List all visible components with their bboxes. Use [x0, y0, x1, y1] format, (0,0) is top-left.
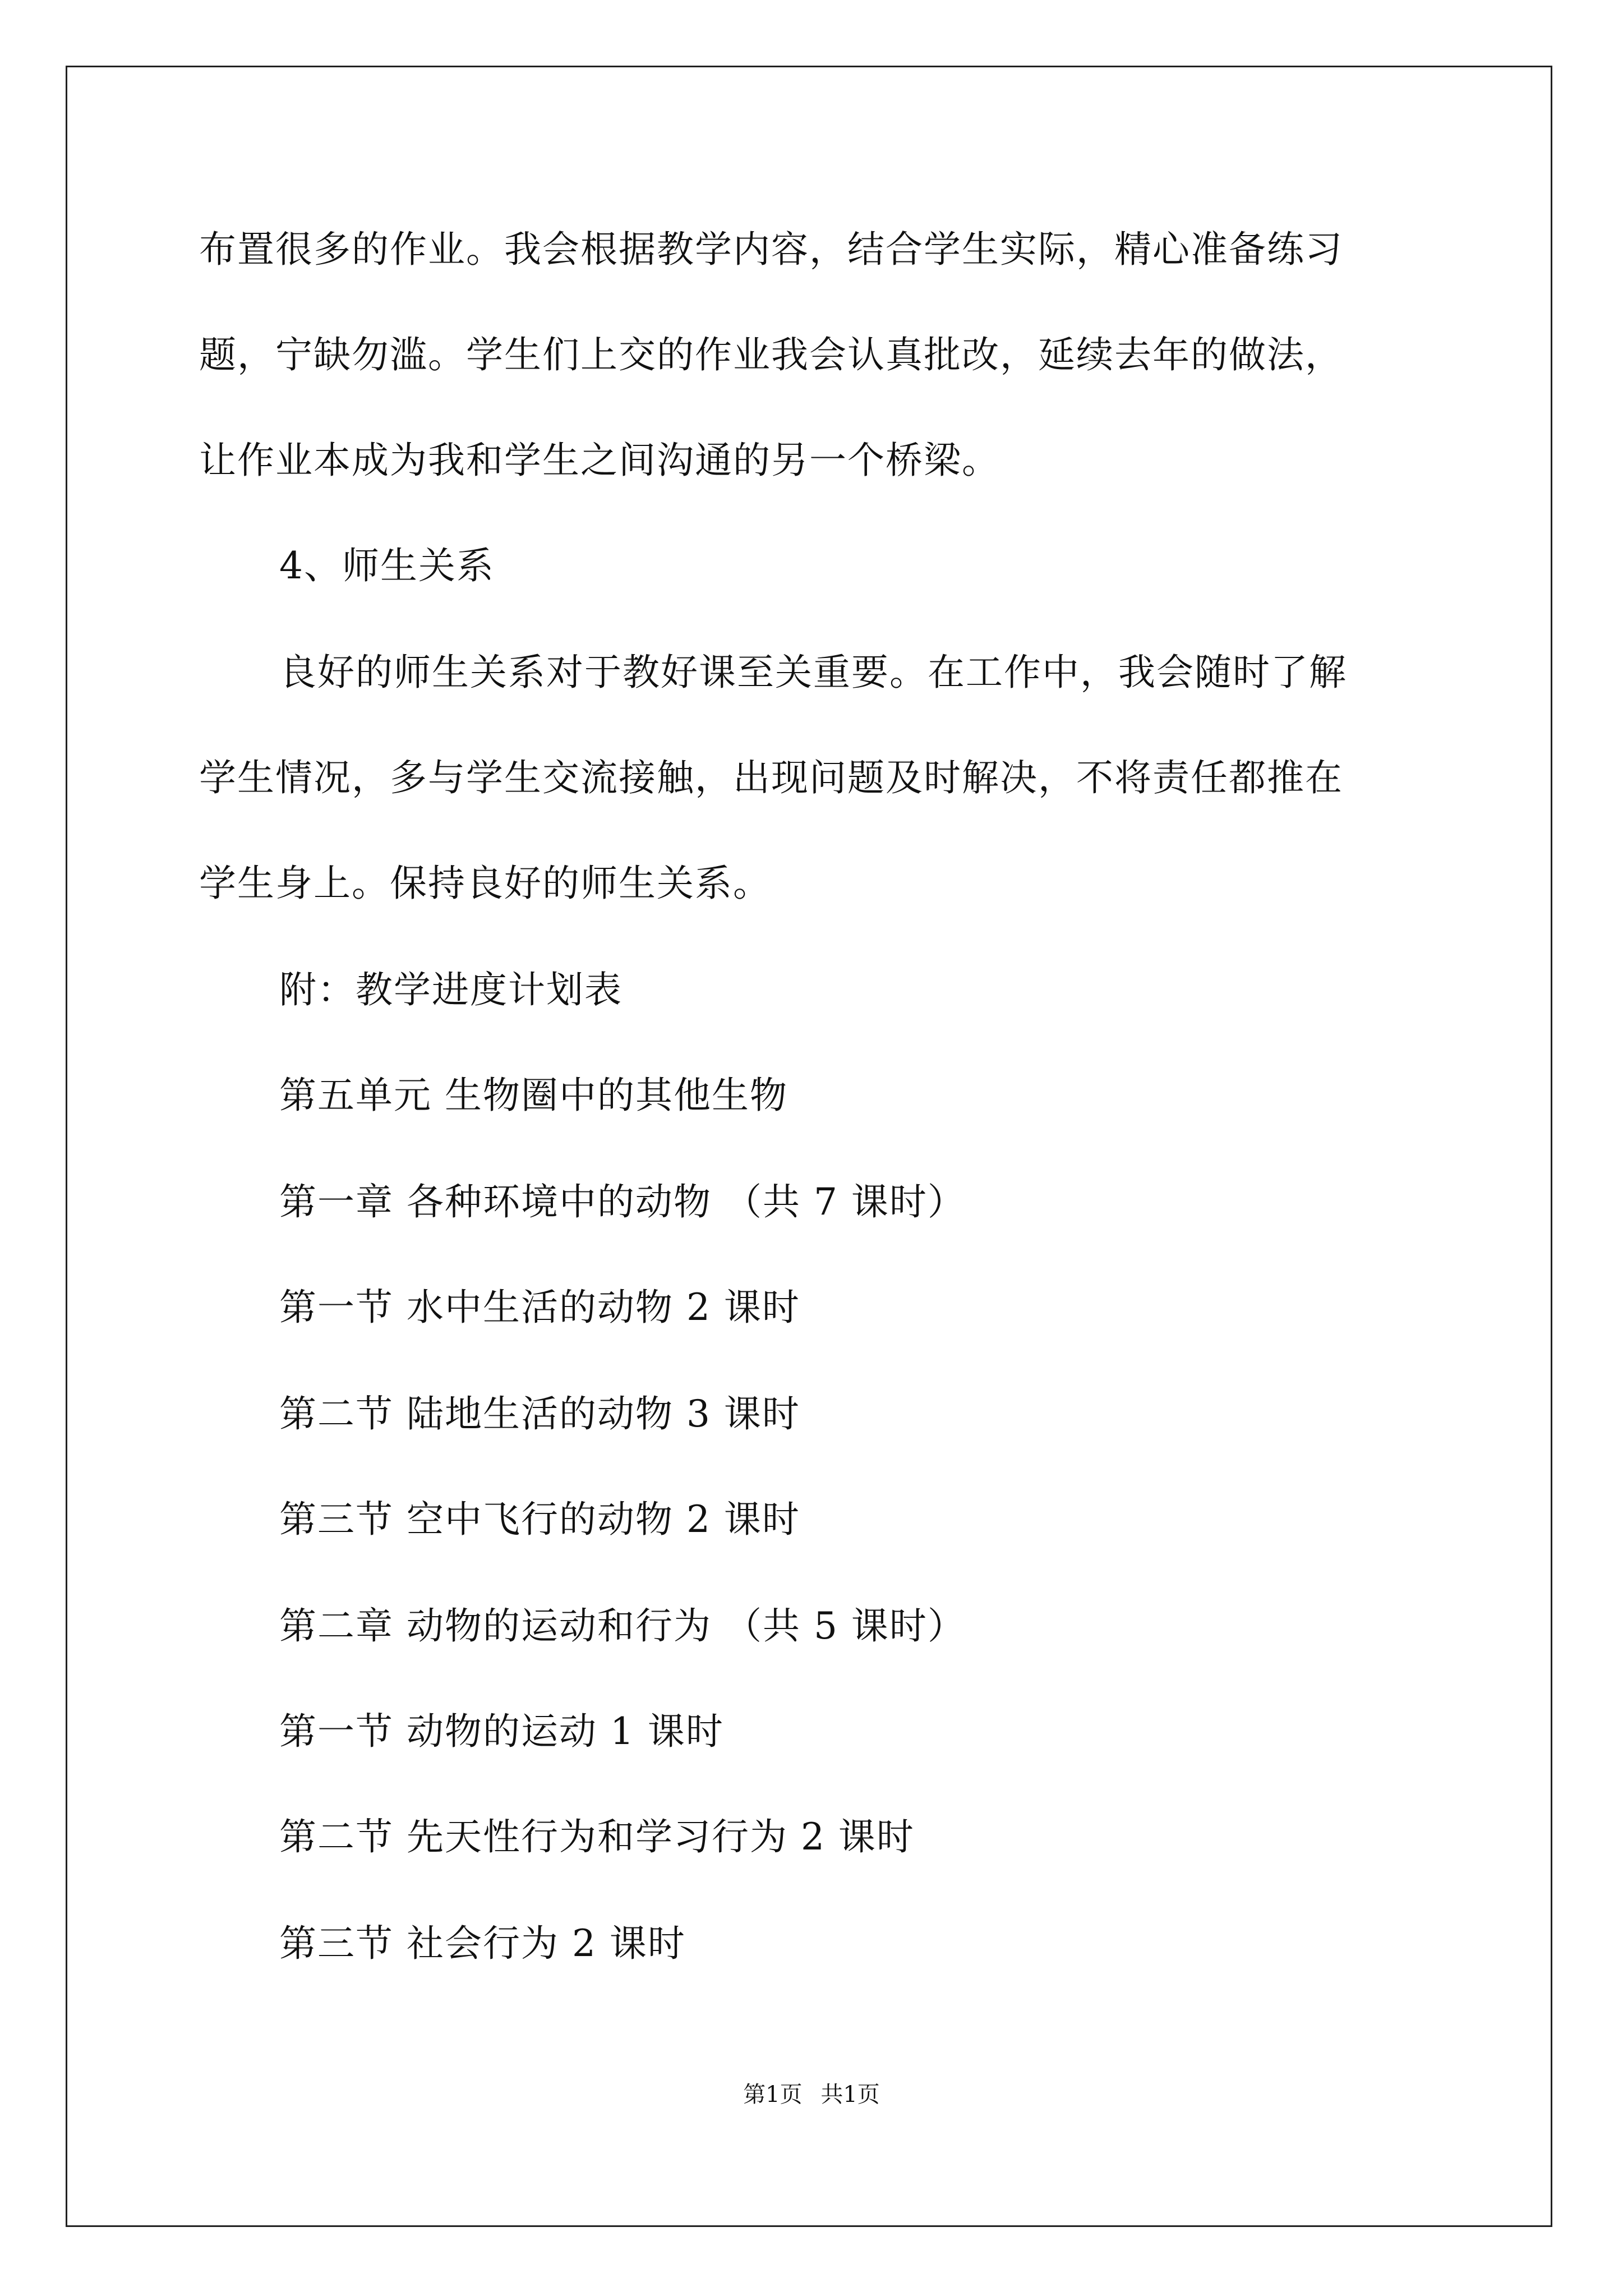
page-total: 共1页 — [820, 2082, 880, 2108]
schedule-item: 第一节 动物的运动 1 课时 — [279, 1710, 724, 1753]
page-footer — [0, 2083, 1623, 2106]
paragraph-line: 让作业本成为我和学生之间沟通的另一个桥梁。 — [199, 439, 1000, 482]
paragraph-line: 学生情况，多与学生交流接触，出现问题及时解决，不将责任都推在 — [199, 756, 1343, 799]
appendix-title: 附：教学进度计划表 — [279, 968, 623, 1011]
paragraph-line: 题，宁缺勿滥。学生们上交的作业我会认真批改，延续去年的做法， — [199, 333, 1343, 376]
page-border — [66, 66, 1552, 2227]
paragraph-line: 良好的师生关系对于教好课至关重要。在工作中，我会随时了解 — [279, 651, 1347, 694]
section-heading: 4、师生关系 — [279, 544, 495, 587]
schedule-item: 第三节 社会行为 2 课时 — [279, 1922, 686, 1965]
schedule-item: 第二章 动物的运动和行为 （共 5 课时） — [279, 1604, 966, 1648]
schedule-item: 第一章 各种环境中的动物 （共 7 课时） — [279, 1180, 966, 1223]
page-number: 第1页 — [743, 2082, 803, 2108]
unit-title: 第五单元 生物圈中的其他生物 — [279, 1074, 788, 1117]
paragraph-line: 学生身上。保持良好的师生关系。 — [199, 862, 771, 905]
paragraph-line: 布置很多的作业。我会根据教学内容，结合学生实际，精心准备练习 — [199, 228, 1343, 271]
schedule-item: 第二节 陆地生活的动物 3 课时 — [279, 1392, 800, 1435]
schedule-item: 第二节 先天性行为和学习行为 2 课时 — [279, 1815, 915, 1858]
schedule-item: 第一节 水中生活的动物 2 课时 — [279, 1286, 800, 1329]
schedule-item: 第三节 空中飞行的动物 2 课时 — [279, 1498, 800, 1541]
